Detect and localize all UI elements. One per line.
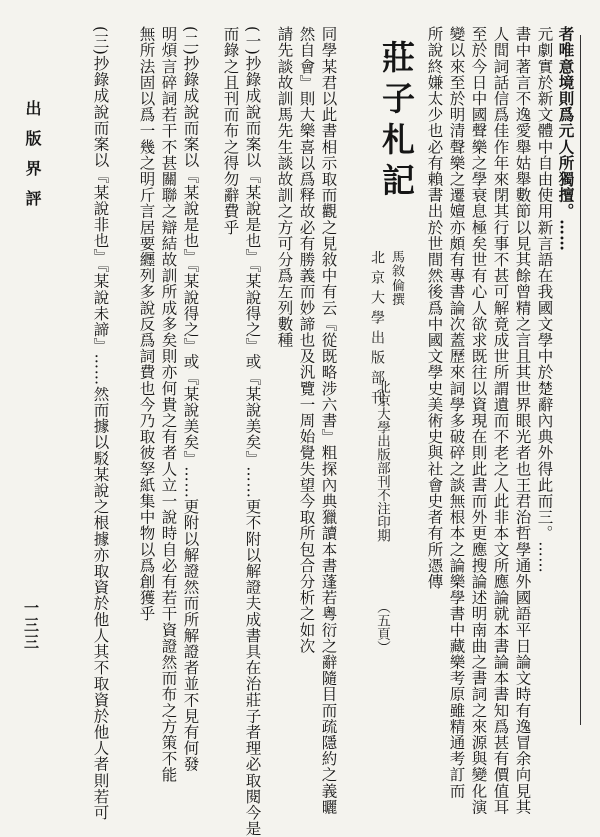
text-column-12: 而錄之且刊而布之得勿辭費乎 bbox=[221, 26, 240, 236]
publisher-line: 北京大學出版部刊 bbox=[369, 250, 385, 410]
text-column-13: (二)抄錄成說而案以『某說是也』『某說得之』或『某說美矣』……更附以解證然而所解證者並不見有何發 bbox=[181, 26, 200, 773]
page-number: 一三三 bbox=[22, 600, 40, 651]
text-column-5: 至於今日中國聲樂之學衰息極矣世有心人欲求既往以資現在則此書而外更應搜論述明南曲之書詞之來源與變化演 bbox=[469, 26, 488, 815]
text-column-15: 無所法固以爲一幾之明斤言居要纒列多說反爲詞費也今乃取彼孥紙集中物以爲創獲乎 bbox=[137, 26, 156, 622]
text-column-9: 然自會』則大樂喜以爲释故必有勝義而妙諦也及汎覽一周始覺失望今取所包合分析之如次 bbox=[297, 26, 316, 654]
price-note: 北京大學出版部刊不注印期 bbox=[374, 380, 390, 542]
text-column-4: 人間詞話信爲佳作年來閉其行事不甚可解竟成世所謂遺而不老之人此非本文所應論就本書論本書知爲甚有價值耳 bbox=[491, 26, 510, 815]
text-column-10: 請先談故訓馬先生談故訓之方可分爲左列數種 bbox=[275, 26, 294, 348]
page-count-note: （五頁） bbox=[374, 600, 390, 654]
text-column-11: (一)抄錄成說而案以『某說是也』『某說得之』或『某說美矣』……更不附以解證夫成書具在治莊子者理必取閱今是 bbox=[243, 26, 262, 837]
text-column-3: 書中著言不逸愛舉姑舉數節以見其餘曾精之言且其世界眼光者也王君治哲學通外國語平日論文時有逸冒余向見其 bbox=[513, 26, 532, 815]
text-column-14: 明煩言碎詞若干不甚關聯之辯結故訓所成多矣則亦何貴之有者人立一說時自必有若干資證然而布之方策不能 bbox=[159, 26, 178, 783]
author-line: 馬敘倫撰 bbox=[389, 250, 404, 307]
running-title: 出版界評 bbox=[23, 100, 42, 220]
text-column-2: 元劇實於新文體中自由使用新言語在我國文學中於楚辭內典外得此而三。…… bbox=[535, 26, 554, 574]
text-column-7: 所說終嫌太少也必有賴書出於世間然後爲中國文學史美術史與社會史者有所憑傳 bbox=[425, 26, 444, 590]
article-title: 莊子札記 bbox=[377, 40, 416, 204]
text-column-8: 同學某君以此書相示取而觀之見敘中有云『從既略涉六書』粗探內典獵讀本書蓬若粵衍之辭隨目而疏隱約之義曬 bbox=[319, 26, 338, 815]
text-column-16: (三)抄錄成說而案以『某說非也』『某說未諦』……然而據以駁某說之根據亦取資於他人其不取資於他人者則若可 bbox=[91, 26, 110, 821]
page-margin-rule bbox=[580, 35, 581, 725]
text-column-6: 變以來至於明清聲樂之遷嬗亦頗有專書論次蓋歷來詞學多破碎之談無根本之論樂學書中藏樂考原雖精通考訂而 bbox=[447, 26, 466, 799]
text-column-1: 者唯意境則爲元人所獨擅。…… bbox=[556, 26, 576, 252]
